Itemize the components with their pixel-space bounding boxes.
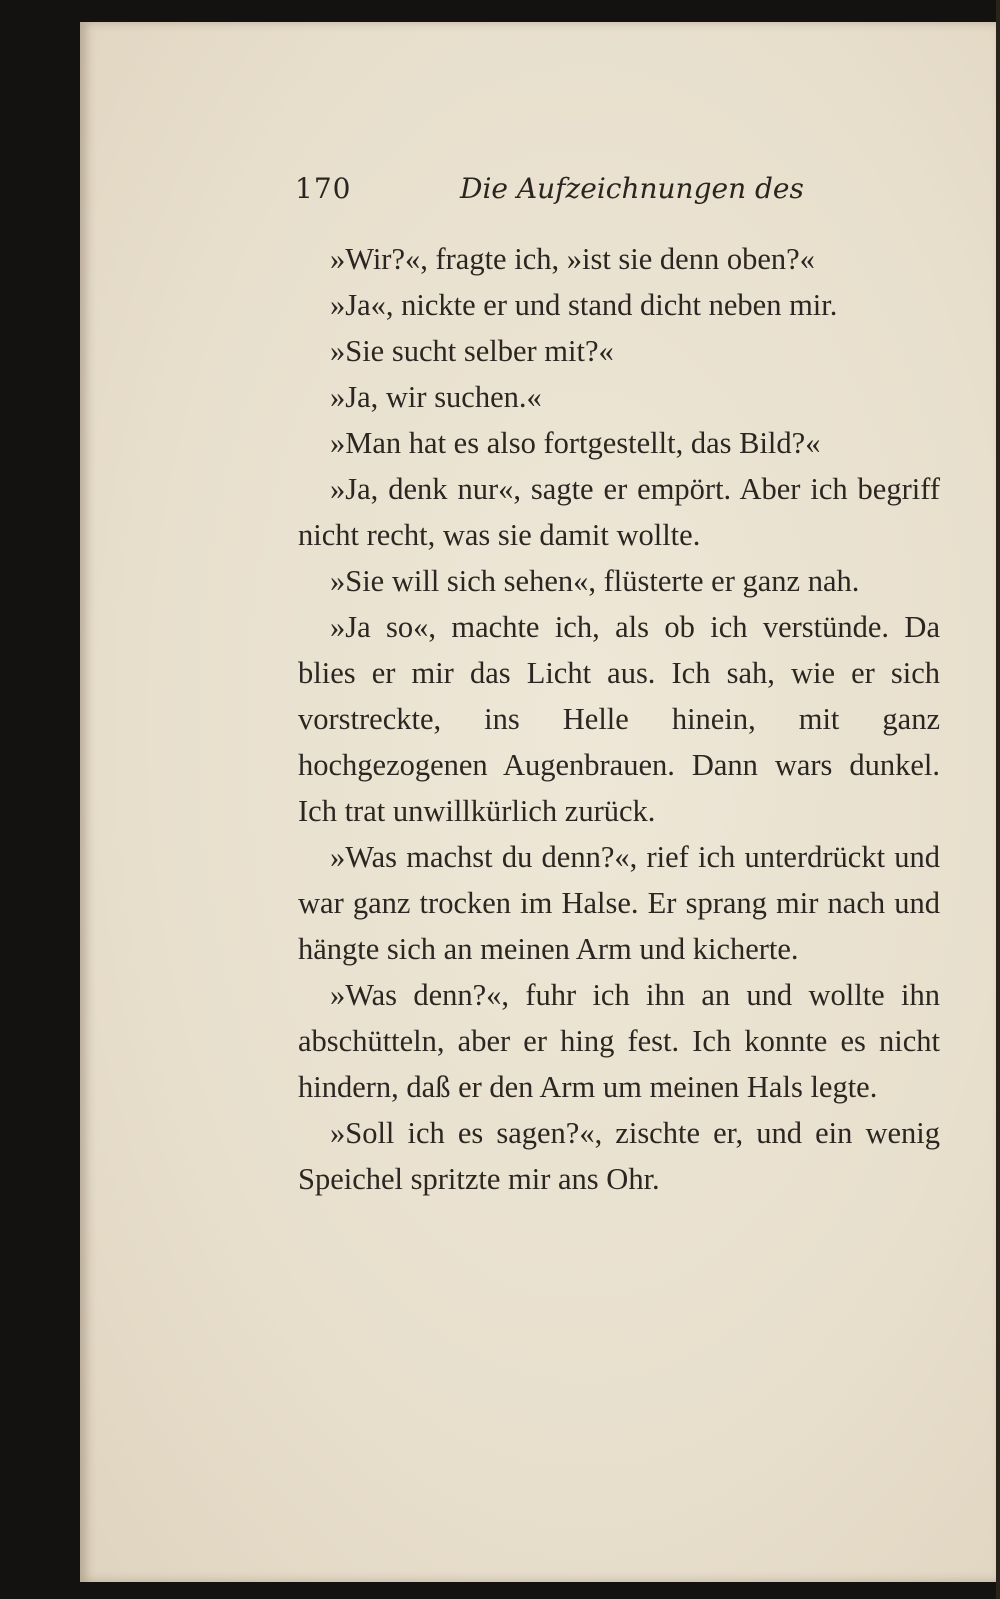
paragraph: »Soll ich es sagen?«, zischte er, und ein wenig Speichel spritzte mir ans Ohr. <box>298 1116 940 1196</box>
page-edge <box>996 0 1000 1599</box>
paragraph: »Wir?«, fragte ich, »ist sie denn oben?« <box>330 242 815 276</box>
paragraph: »Sie sucht selber mit?« <box>330 334 614 368</box>
paragraph: »Ja, wir suchen.« <box>330 380 542 414</box>
paragraph: »Ja so«, machte ich, als ob ich verstünde. Da blies er mir das Licht aus. Ich sah, wie er sich vorstreckte, ins Helle hinein, mit ganz hochgezogenen Augenbrauen. Dann wars dunkel. Ich trat unwillkürlich zurück. <box>298 610 940 828</box>
paragraph: »Was machst du denn?«, rief ich unterdrückt und war ganz trocken im Halse. Er sprang mir nach und hängte sich an meinen Arm und kicherte. <box>298 840 940 966</box>
running-title: Die Aufzeichnungen des <box>460 172 804 205</box>
paragraph: »Man hat es also fortgestellt, das Bild?« <box>330 426 821 460</box>
paragraph: »Was denn?«, fuhr ich ihn an und wollte ihn abschütteln, aber er hing fest. Ich konnte es nicht hindern, daß er den Arm um meinen Hals legte. <box>298 978 940 1104</box>
paragraph: »Sie will sich sehen«, flüsterte er ganz nah. <box>330 564 860 598</box>
paragraph: »Ja, denk nur«, sagte er empört. Aber ich begriff nicht recht, was sie damit wollte. <box>298 472 940 552</box>
paragraph: »Ja«, nickte er und stand dicht neben mir. <box>330 288 838 322</box>
page-header <box>295 172 935 212</box>
page-number: 170 <box>295 172 352 205</box>
body-text <box>298 236 940 1202</box>
